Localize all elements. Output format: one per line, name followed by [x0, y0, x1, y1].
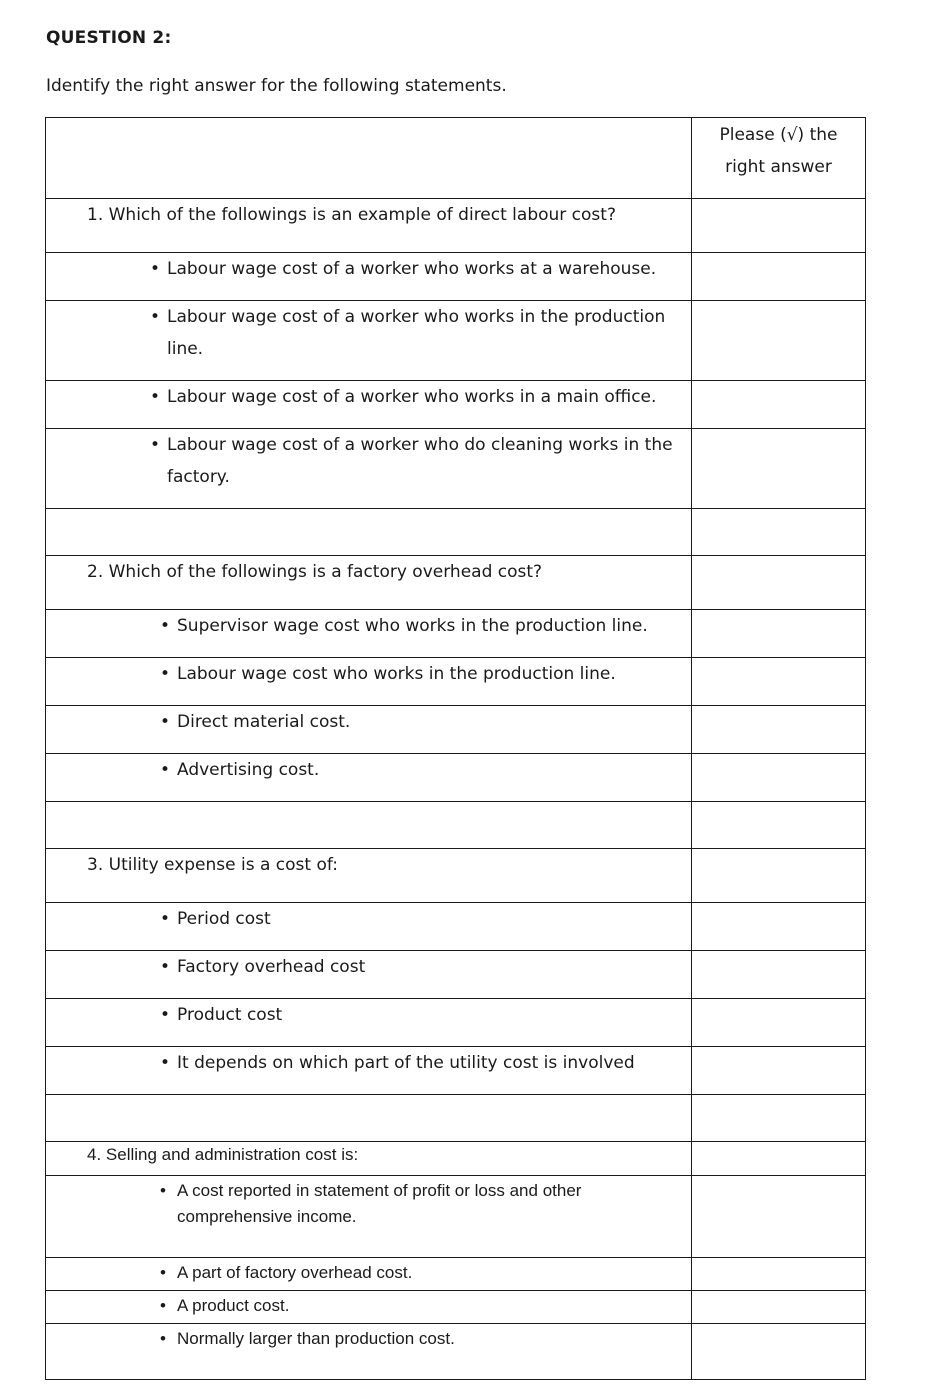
- bullet-icon: •: [160, 957, 171, 977]
- answer-cell[interactable]: [692, 1176, 866, 1258]
- question-text: 4. Selling and administration cost is:: [46, 1142, 692, 1176]
- option-text: • A product cost.: [46, 1293, 691, 1319]
- option-text: • Labour wage cost of a worker who works at a warehouse.: [46, 253, 691, 285]
- bullet-icon: •: [150, 435, 161, 455]
- bullet-icon: •: [150, 259, 161, 279]
- bullet-icon: •: [160, 1296, 166, 1315]
- option-text: • Factory overhead cost: [46, 951, 691, 983]
- header-blank-cell: [46, 118, 692, 199]
- question-text: 1. Which of the followings is an example of direct labour cost?: [46, 199, 692, 253]
- bullet-icon: •: [160, 760, 171, 780]
- bullet-icon: •: [160, 1263, 166, 1282]
- option-row: [46, 1176, 866, 1258]
- option-row: [46, 381, 866, 429]
- option-row: [46, 1047, 866, 1095]
- option-row: [46, 253, 866, 301]
- answer-cell[interactable]: [692, 706, 866, 754]
- bullet-icon: •: [150, 387, 161, 407]
- spacer-row: [46, 509, 866, 556]
- option-row: [46, 754, 866, 802]
- bullet-icon: •: [160, 1053, 171, 1073]
- answer-cell[interactable]: [692, 1142, 866, 1176]
- question-text: 3. Utility expense is a cost of:: [46, 849, 692, 903]
- question-row: [46, 849, 866, 903]
- answer-cell[interactable]: [692, 658, 866, 706]
- answer-cell[interactable]: [692, 1324, 866, 1380]
- option-text: • Period cost: [46, 903, 691, 935]
- answer-cell[interactable]: [692, 253, 866, 301]
- answer-cell[interactable]: [692, 301, 866, 381]
- answer-cell[interactable]: [692, 429, 866, 509]
- answer-cell[interactable]: [692, 1258, 866, 1291]
- option-row: [46, 301, 866, 381]
- bullet-icon: •: [160, 664, 171, 684]
- bullet-icon: •: [160, 1181, 166, 1200]
- option-text: • Product cost: [46, 999, 691, 1031]
- answer-cell[interactable]: [692, 556, 866, 610]
- option-text: • Advertising cost.: [46, 754, 691, 786]
- option-text: • Labour wage cost of a worker who works in a main office.: [46, 381, 691, 413]
- option-text: • Labour wage cost of a worker who works in the production line.: [46, 301, 691, 365]
- answer-cell[interactable]: [692, 903, 866, 951]
- option-row: [46, 1291, 866, 1324]
- option-text: • Labour wage cost of a worker who do cleaning works in the factory.: [46, 429, 691, 493]
- option-text: • Normally larger than production cost.: [46, 1326, 691, 1352]
- answer-cell[interactable]: [692, 199, 866, 253]
- option-row: [46, 610, 866, 658]
- table-header-row: [46, 118, 866, 199]
- bullet-icon: •: [160, 1329, 166, 1348]
- spacer-row: [46, 802, 866, 849]
- answer-cell[interactable]: [692, 951, 866, 999]
- option-row: [46, 951, 866, 999]
- bullet-icon: •: [160, 1005, 171, 1025]
- answer-cell[interactable]: [692, 610, 866, 658]
- answer-cell[interactable]: [692, 1291, 866, 1324]
- option-row: [46, 1258, 866, 1291]
- question-row: [46, 199, 866, 253]
- answer-cell[interactable]: [692, 381, 866, 429]
- answer-cell[interactable]: [692, 1047, 866, 1095]
- question-row: [46, 1142, 866, 1176]
- option-text: • It depends on which part of the utility cost is involved: [46, 1047, 691, 1079]
- answer-table: [45, 117, 866, 1380]
- answer-cell[interactable]: [692, 999, 866, 1047]
- bullet-icon: •: [150, 307, 161, 327]
- answer-column-header: Please (√) the right answer: [692, 118, 866, 199]
- question-heading: QUESTION 2:: [46, 28, 172, 48]
- bullet-icon: •: [160, 909, 171, 929]
- bullet-icon: •: [160, 712, 171, 732]
- option-text: • A part of factory overhead cost.: [46, 1260, 691, 1286]
- option-text: • A cost reported in statement of profit or loss and other comprehensive income.: [46, 1178, 691, 1230]
- option-row: [46, 1324, 866, 1380]
- option-row: [46, 706, 866, 754]
- answer-cell[interactable]: [692, 849, 866, 903]
- bullet-icon: •: [160, 616, 171, 636]
- option-row: [46, 658, 866, 706]
- spacer-row: [46, 1095, 866, 1142]
- instructions: Identify the right answer for the following statements.: [46, 76, 507, 96]
- option-text: • Direct material cost.: [46, 706, 691, 738]
- option-text: • Supervisor wage cost who works in the production line.: [46, 610, 691, 642]
- option-row: [46, 903, 866, 951]
- answer-cell[interactable]: [692, 754, 866, 802]
- option-text: • Labour wage cost who works in the production line.: [46, 658, 691, 690]
- option-row: [46, 999, 866, 1047]
- question-text: 2. Which of the followings is a factory overhead cost?: [46, 556, 692, 610]
- option-row: [46, 429, 866, 509]
- question-row: [46, 556, 866, 610]
